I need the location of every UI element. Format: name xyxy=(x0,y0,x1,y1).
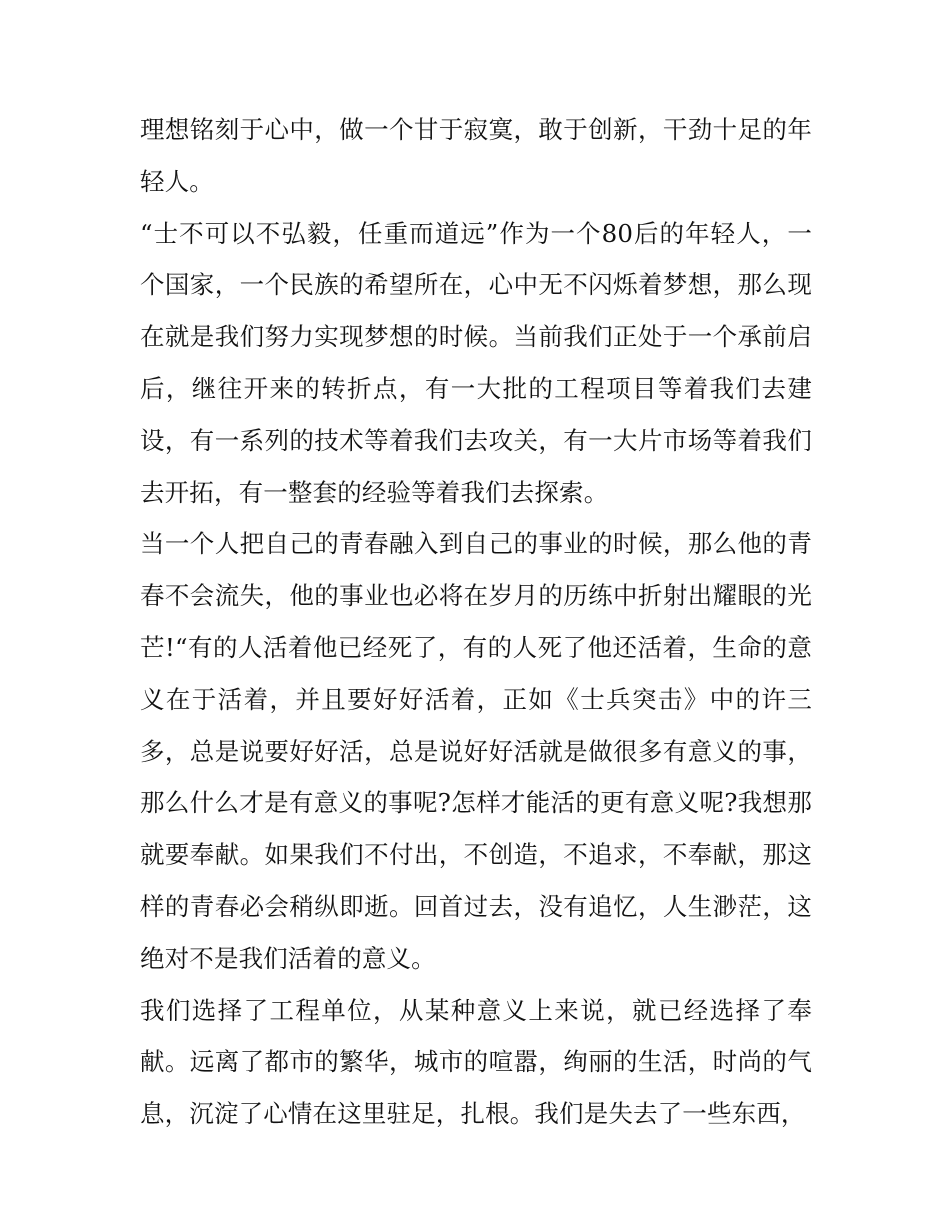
paragraph-1: 理想铭刻于心中，做一个甘于寂寞，敢于创新，干劲十足的年轻人。 xyxy=(140,115,812,196)
paragraph-3: 当一个人把自己的青春融入到自己的事业的时候，那么他的青春不会流失，他的事业也必将在岁月的历练中折射出耀眼的光芒!“有的人活着他已经死了，有的人死了他还活着，生命的意义在于活着，并且要好好活着，正如《士兵突击》中的许三多，总是说要好好活，总是说好好活就是做很多有意义的事，那么什么才是有意义的事呢?怎样才能活的更有意义呢?我想那就要奉献。如果我们不付出，不创造，不追求，不奉献，那这样的青春必会稍纵即逝。回首过去，没有追忆，人生渺茫，这绝对不是我们活着的意义。 xyxy=(140,529,812,973)
document-body xyxy=(140,104,812,1140)
paragraph-2: “士不可以不弘毅，任重而道远”作为一个80后的年轻人，一个国家，一个民族的希望所在，心中无不闪烁着梦想，那么现在就是我们努力实现梦想的时候。当前我们正处于一个承前启后，继往开来的转折点，有一大批的工程项目等着我们去建设，有一系列的技术等着我们去攻关，有一大片市场等着我们去开拓，有一整套的经验等着我们去探索。 xyxy=(140,218,812,507)
paragraph-4: 我们选择了工程单位，从某种意义上来说，就已经选择了奉献。远离了都市的繁华，城市的喧嚣，绚丽的生活，时尚的气息，沉淀了心情在这里驻足，扎根。我们是失去了一些东西， xyxy=(140,995,812,1129)
